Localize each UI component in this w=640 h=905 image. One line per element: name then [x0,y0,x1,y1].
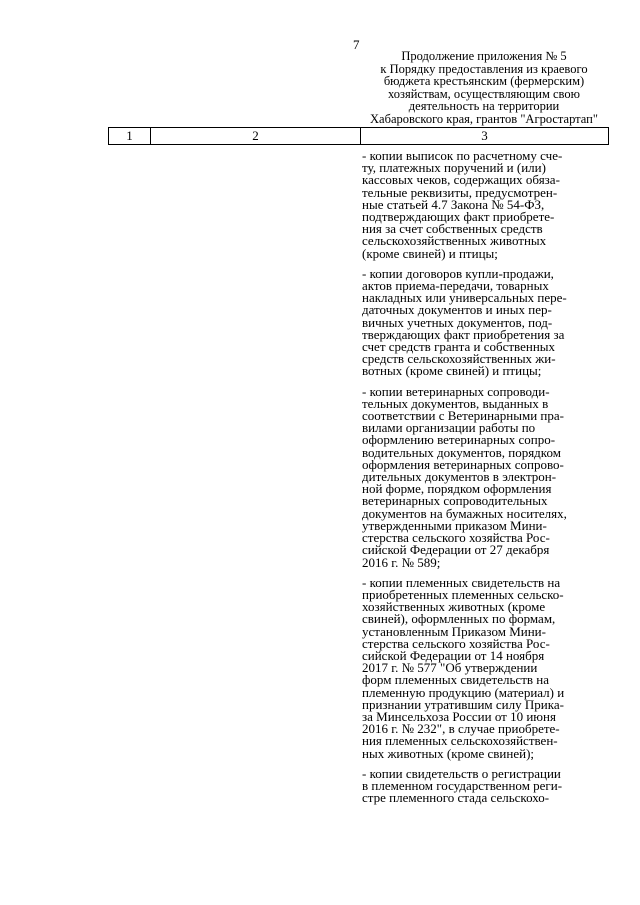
text-line: признании утратившим силу Прика- [362,696,564,712]
text-line: водительных документов, порядком [362,444,561,460]
text-line: даточных документов и иных пер- [362,302,552,318]
header-line: бюджета крестьянским (фермерским) [383,74,585,88]
text-line: стерства сельского хозяйства Рос- [362,530,550,546]
text-line: соответствии с Ветеринарными пра- [362,408,564,424]
list-item-registry-certificates [362,765,608,806]
text-line: актов приема-передачи, товарных [362,278,549,294]
text-line: счет средств гранта и собственных [362,339,556,355]
list-item-breeding-certificates [362,574,608,761]
text-line: за Минсельхоза России от 10 июня [362,708,556,724]
text-line: вилами организации работы по [362,420,536,436]
text-line: подтверждающих факт приобрете- [362,209,555,225]
text-line: свиней), оформленных по формам, [362,611,556,627]
column-number-3: 3 [361,128,609,145]
text-line: - копии ветеринарных сопроводи- [362,383,550,399]
list-item-bank-statements [362,150,608,260]
text-line: - копии свидетельств о регистрации [362,765,561,781]
text-line: тельных документов, выданных в [362,395,549,411]
column-number-table [108,127,609,145]
text-line: утвержденными приказом Мини- [362,517,547,533]
header-line: деятельность на территории [408,99,560,113]
text-line: оформлению ветеринарных сопро- [362,432,556,448]
text-line: - копии выписок по расчетному сче- [362,148,563,163]
text-line: сийской Федерации от 27 декабря [362,542,550,558]
text-line: 2016 г. № 232", в случае приобрете- [362,721,560,737]
text-line: сельскохозяйственных животных [362,233,547,249]
header-line: Хабаровского края, грантов "Агростартап" [370,111,598,126]
text-line: документов на бумажных носителях, [362,505,567,521]
text-line: кассовых чеков, содержащих обяза- [362,172,560,188]
text-line: 2017 г. № 577 "Об утверждении [362,660,538,676]
text-line: ветеринарных сопроводительных [362,493,548,509]
text-line: приобретенных племенных сельско- [362,586,564,602]
text-line: ные статьей 4.7 Закона № 54-ФЗ, [362,196,545,212]
text-line: вотных (кроме свиней) и птицы; [362,363,542,379]
list-item-veterinary-documents [362,383,608,570]
text-line: хозяйственных животных (кроме [362,599,546,615]
table-header-row [109,128,609,145]
text-line: ния племенных сельскохозяйствен- [362,733,558,749]
text-line: ной форме, порядком оформления [362,481,552,497]
text-line: в племенном государственном реги- [362,777,563,793]
text-line: - копии договоров купли-продажи, [362,265,554,281]
text-line: вичных учетных документов, под- [362,314,553,330]
text-line: дительных документов в электрон- [362,469,557,485]
text-line: - копии племенных свидетельств на [362,574,561,590]
column-number-2: 2 [151,128,361,145]
text-line: средств сельскохозяйственных жи- [362,351,556,367]
text-line: тельные реквизиты, предусмотрен- [362,184,558,200]
header-line: Продолжение приложения № 5 [401,49,567,63]
text-line: племенную продукцию (материал) и [362,684,565,700]
column-number-1: 1 [109,128,151,145]
text-line: ных животных (кроме свиней); [362,745,535,761]
page-number: 7 [353,37,360,52]
header-line: хозяйствам, осуществляющим свою [388,86,580,101]
text-line: 2016 г. № 589; [362,554,441,570]
text-line: накладных или универсальных пере- [362,290,567,306]
text-line: сийской Федерации от 14 ноября [362,647,545,663]
appendix-header [358,50,610,125]
text-line: тверждающих факт приобретения за [362,326,565,342]
list-item-sale-contracts [362,265,608,379]
header-line: к Порядку предоставления из краевого [380,61,588,76]
text-line: стре племенного стада сельскохо- [362,790,550,806]
text-line: (кроме свиней) и птицы; [362,245,498,261]
text-line: ту, платежных поручений и (или) [362,160,546,176]
text-line: форм племенных свидетельств на [362,672,549,688]
document-list-column [362,150,608,812]
text-line: установленным Приказом Мини- [362,623,546,639]
text-line: стерства сельского хозяйства Рос- [362,635,550,651]
text-line: ния за счет собственных средств [362,221,543,237]
text-line: оформления ветеринарных сопрово- [362,456,564,472]
